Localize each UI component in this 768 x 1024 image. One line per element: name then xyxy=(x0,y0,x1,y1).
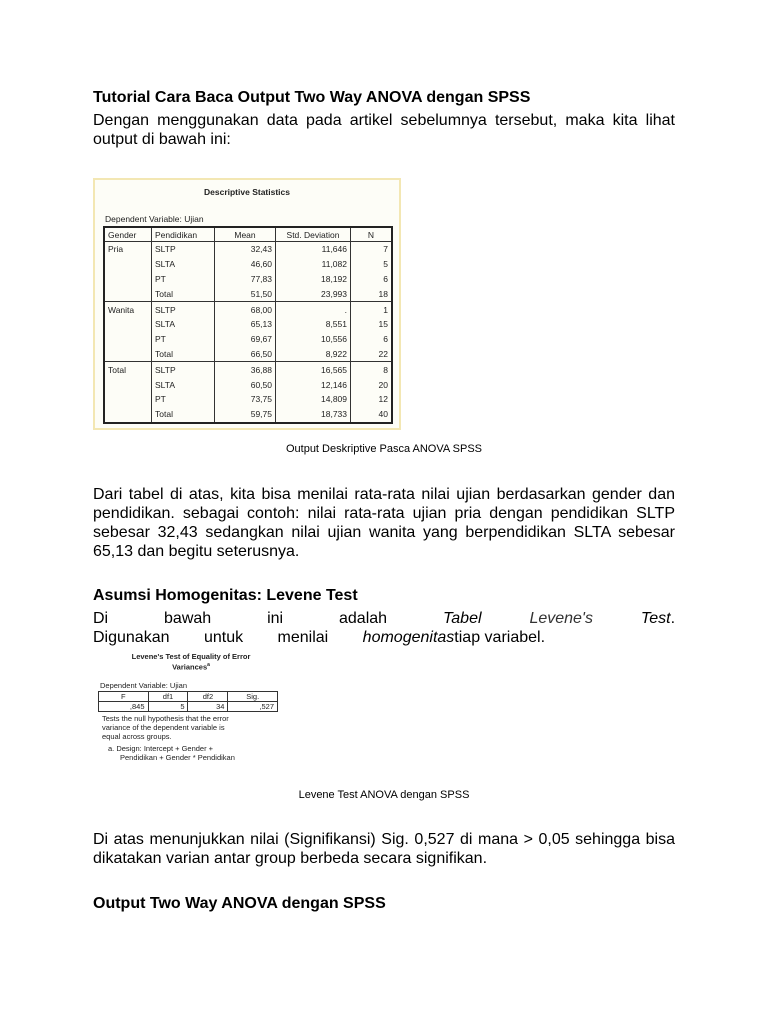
levene-value-row xyxy=(99,701,278,711)
edu-cell: SLTP xyxy=(152,362,215,377)
n-cell: 6 xyxy=(351,332,393,347)
n-cell: 18 xyxy=(351,286,393,301)
sd-cell: 12,146 xyxy=(276,377,351,392)
levene-intro-text1: Di bawah ini adalah xyxy=(93,610,443,627)
levene-dependent-variable: Dependent Variable: Ujian xyxy=(100,680,188,690)
mean-cell: 51,50 xyxy=(215,286,276,301)
levene-title-line2-wrap xyxy=(96,661,286,672)
edu-cell: SLTA xyxy=(152,317,215,332)
n-cell: 22 xyxy=(351,347,393,362)
table-row xyxy=(104,332,392,347)
mean-cell: 65,13 xyxy=(215,317,276,332)
n-cell: 15 xyxy=(351,317,393,332)
n-cell: 1 xyxy=(351,302,393,317)
edu-cell: Total xyxy=(152,286,215,301)
levene-value-sig: ,527 xyxy=(228,701,278,711)
edu-cell: PT xyxy=(152,332,215,347)
header-gender: Gender xyxy=(104,227,152,242)
gender-cell: Wanita xyxy=(104,302,152,317)
table-row xyxy=(104,392,392,407)
gender-cell: Total xyxy=(104,362,152,377)
mean-cell: 73,75 xyxy=(215,392,276,407)
paragraph-descriptive-explanation: Dari tabel di atas, kita bisa menilai rata-rata nilai ujian berdasarkan gender dan pendidikan. sebagai contoh: nilai rata-rata ujian pria dengan pendidikan SLTP sebesar 32,43 sedangkan nilai ujian wanita yang berpendidikan SLTA sebesar 65,13 dan begitu seterusnya. xyxy=(93,486,675,560)
levene-header-row xyxy=(99,691,278,701)
n-cell: 6 xyxy=(351,272,393,287)
n-cell: 40 xyxy=(351,407,393,423)
mean-cell: 46,60 xyxy=(215,257,276,272)
sd-cell: 10,556 xyxy=(276,332,351,347)
levene-intro-italic2: Levene's xyxy=(481,610,593,627)
mean-cell: 77,83 xyxy=(215,272,276,287)
sd-cell: 8,551 xyxy=(276,317,351,332)
mean-cell: 32,43 xyxy=(215,242,276,257)
edu-cell: SLTA xyxy=(152,257,215,272)
levene-footnote xyxy=(108,744,286,762)
heading-tutorial: Tutorial Cara Baca Output Two Way ANOVA dengan SPSS xyxy=(93,89,531,106)
table-row xyxy=(104,347,392,362)
table-row xyxy=(104,317,392,332)
levene-value-f: ,845 xyxy=(99,701,149,711)
edu-cell: SLTP xyxy=(152,302,215,317)
levene-value-df2: 34 xyxy=(188,701,228,711)
n-cell: 8 xyxy=(351,362,393,377)
sd-cell: . xyxy=(276,302,351,317)
levene-title-line2: Variances xyxy=(172,662,208,672)
levene-title-sup: a xyxy=(207,662,210,668)
mean-cell: 60,50 xyxy=(215,377,276,392)
levene-table xyxy=(98,691,278,712)
table-row xyxy=(104,286,392,301)
levene-intro-text2: . Digunakan untuk menilai xyxy=(93,610,676,646)
gender-cell: Pria xyxy=(104,242,152,257)
descriptive-header-row xyxy=(104,227,392,242)
heading-two-way-anova: Output Two Way ANOVA dengan SPSS xyxy=(93,895,386,912)
edu-cell: Total xyxy=(152,407,215,423)
descriptive-dependent-variable: Dependent Variable: Ujian xyxy=(105,214,204,224)
n-cell: 20 xyxy=(351,377,393,392)
heading-homogeneity: Asumsi Homogenitas: Levene Test xyxy=(93,587,358,604)
table-row xyxy=(104,302,392,317)
n-cell: 5 xyxy=(351,257,393,272)
levene-test-figure xyxy=(96,652,286,776)
descriptive-table xyxy=(103,226,393,424)
levene-foot-line2: Pendidikan + Gender * Pendidikan xyxy=(120,752,235,762)
mean-cell: 59,75 xyxy=(215,407,276,423)
levene-note: Tests the null hypothesis that the error variance of the dependent variable is equal across groups. xyxy=(102,713,229,741)
header-pendidikan: Pendidikan xyxy=(152,227,215,242)
edu-cell: PT xyxy=(152,272,215,287)
table-row xyxy=(104,242,392,257)
levene-header-f: F xyxy=(99,691,149,701)
sd-cell: 14,809 xyxy=(276,392,351,407)
levene-intro-italic4: homogenitas xyxy=(362,629,455,646)
mean-cell: 66,50 xyxy=(215,347,276,362)
n-cell: 7 xyxy=(351,242,393,257)
levene-value-df1: 5 xyxy=(148,701,188,711)
edu-cell: SLTP xyxy=(152,242,215,257)
mean-cell: 69,67 xyxy=(215,332,276,347)
edu-cell: Total xyxy=(152,347,215,362)
levene-intro-italic3: Test xyxy=(593,610,671,627)
edu-cell: SLTA xyxy=(152,377,215,392)
levene-foot-line1: a. Design: Intercept + Gender + xyxy=(108,743,214,753)
paragraph-levene-intro xyxy=(93,609,675,647)
table-row xyxy=(104,362,392,377)
levene-header-df2: df2 xyxy=(188,691,228,701)
table-row xyxy=(104,407,392,423)
descriptive-statistics-figure xyxy=(93,178,401,430)
table-row xyxy=(104,272,392,287)
sd-cell: 11,646 xyxy=(276,242,351,257)
levene-header-sig: Sig. xyxy=(228,691,278,701)
descriptive-caption: Output Deskriptive Pasca ANOVA SPSS xyxy=(285,443,483,455)
levene-title-line1: Levene's Test of Equality of Error xyxy=(131,652,251,661)
sd-cell: 11,082 xyxy=(276,257,351,272)
group-total xyxy=(104,362,392,423)
header-std-deviation: Std. Deviation xyxy=(276,227,351,242)
descriptive-title: Descriptive Statistics xyxy=(204,187,290,197)
edu-cell: PT xyxy=(152,392,215,407)
mean-cell: 36,88 xyxy=(215,362,276,377)
sd-cell: 8,922 xyxy=(276,347,351,362)
paragraph-levene-result: Di atas menunjukkan nilai (Signifikansi) Sig. 0,527 di mana > 0,05 sehingga bisa dikatakan varian antar group berbeda secara signifikan. xyxy=(93,831,675,867)
sd-cell: 18,733 xyxy=(276,407,351,423)
levene-header-df1: df1 xyxy=(148,691,188,701)
group-pria xyxy=(104,242,392,302)
table-row xyxy=(104,257,392,272)
group-wanita xyxy=(104,302,392,362)
levene-title xyxy=(96,652,286,672)
levene-caption: Levene Test ANOVA dengan SPSS xyxy=(298,789,470,801)
sd-cell: 18,192 xyxy=(276,272,351,287)
levene-intro-text3: tiap variabel. xyxy=(454,629,546,646)
header-mean: Mean xyxy=(215,227,276,242)
table-row xyxy=(104,377,392,392)
sd-cell: 16,565 xyxy=(276,362,351,377)
levene-intro-italic1: Tabel xyxy=(442,610,482,627)
header-n: N xyxy=(351,227,393,242)
sd-cell: 23,993 xyxy=(276,286,351,301)
intro-paragraph: Dengan menggunakan data pada artikel sebelumnya tersebut, maka kita lihat output di bawah ini: xyxy=(93,112,675,148)
n-cell: 12 xyxy=(351,392,393,407)
mean-cell: 68,00 xyxy=(215,302,276,317)
